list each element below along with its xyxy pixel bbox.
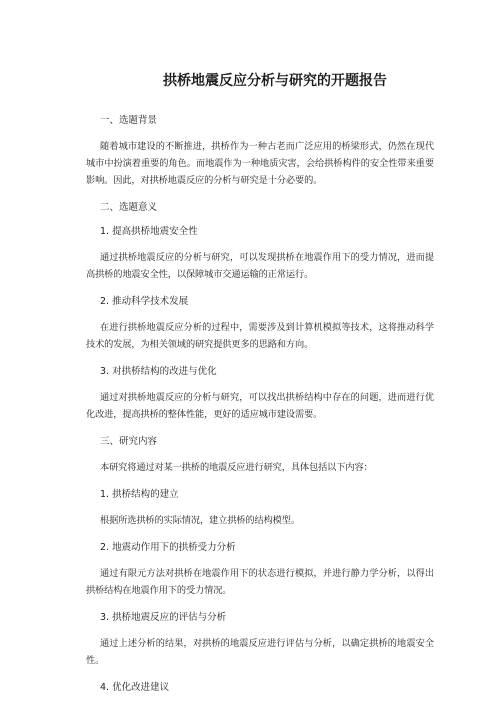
section-heading-significance: 二、选题意义 (100, 202, 158, 213)
paragraph-structure: 通过对拱桥地震反应的分析与研究，可以找出拱桥结构中存在的问题，进而进行优化改进，提高拱桥的整体性能，更好的适应城市建设需要。 (86, 392, 434, 420)
document-title: 拱桥地震反应分析与研究的开题报告 (163, 73, 387, 89)
subheading-content-3: 3. 拱桥地震反应的评估与分析 (100, 612, 227, 623)
subheading-3-structure: 3. 对拱桥结构的改进与优化 (100, 366, 217, 377)
paragraph-technology: 在进行拱桥地震反应分析的过程中，需要涉及到计算机模拟等技术，这将推动科学技术的发展，为相关领域的研究提供更多的思路和方向。 (86, 322, 434, 350)
paragraph-content-3: 通过上述分析的结果，对拱桥的地震反应进行评估与分析，以确定拱桥的地震安全性。 (86, 638, 434, 666)
subheading-content-1: 1. 拱桥结构的建立 (100, 489, 179, 500)
subheading-1-safety: 1. 提高拱桥地震安全性 (100, 226, 198, 237)
section-heading-background: 一、选题背景 (100, 115, 158, 126)
section-heading-content: 三、研究内容 (100, 436, 158, 447)
paragraph-safety: 通过拱桥地震反应的分析与研究，可以发现拱桥在地震作用下的受力情况，进而提高拱桥的地震安全性，以保障城市交通运输的正常运行。 (86, 252, 434, 280)
subheading-content-4: 4. 优化改进建议 (100, 682, 170, 693)
subheading-2-technology: 2. 推动科学技术发展 (100, 296, 189, 307)
paragraph-background: 随着城市建设的不断推进，拱桥作为一种古老而广泛应用的桥梁形式，仍然在现代城市中扮演着重要的角色。而地震作为一种地质灾害，会给拱桥构件的安全性带来重要影响。因此，对拱桥地震反应的分析与研究是十分必要的。 (86, 141, 434, 186)
paragraph-content-1: 根据所选拱桥的实际情况，建立拱桥的结构模型。 (100, 515, 300, 526)
paragraph-content-intro: 本研究将通过对某一拱桥的地震反应进行研究，具体包括以下内容： (100, 462, 373, 473)
subheading-content-2: 2. 地震动作用下的拱桥受力分析 (100, 542, 236, 553)
paragraph-content-2: 通过有限元方法对拱桥在地震作用下的状态进行模拟，并进行静力学分析，以得出拱桥结构在地震作用下的受力情况。 (86, 568, 434, 596)
